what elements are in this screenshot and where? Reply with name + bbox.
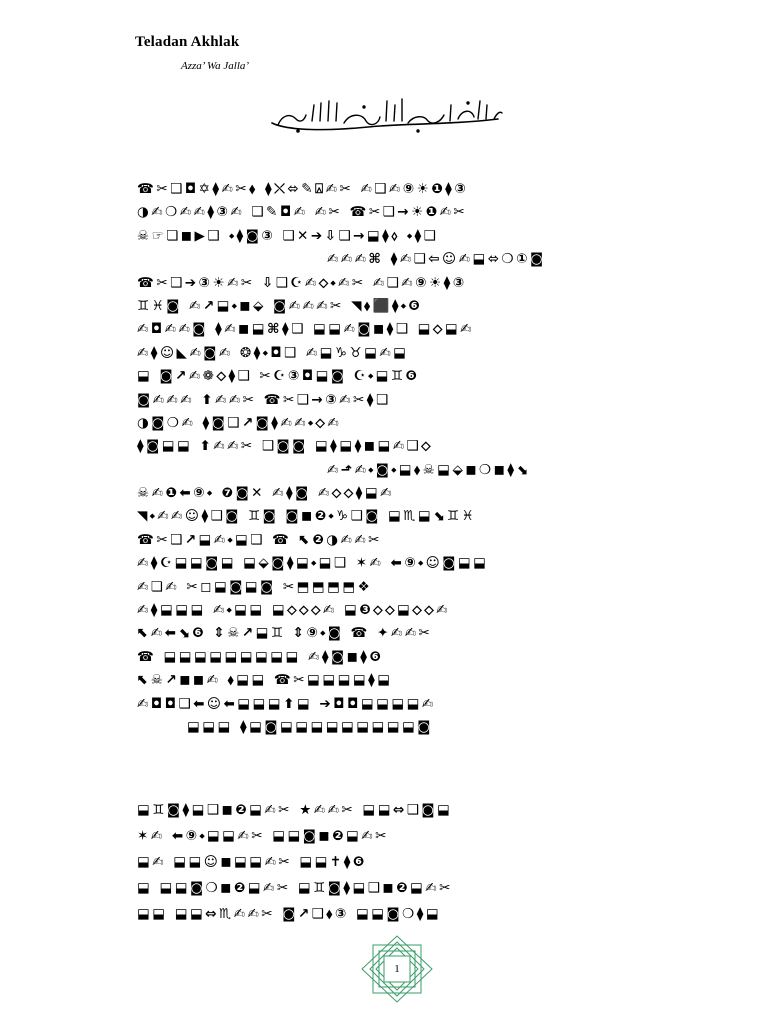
text-line: ✍⧫☺◣✍◙✍ ❂⧫⬩◘❑ ✍⬓♑♉⬓✍⬓: [137, 344, 409, 361]
text-line: ✍❏✍ ✂◻⬓◙⬓◙ ✂⬒⬒⬒⬒❖: [137, 578, 373, 595]
text-line: ☎✂❑◘✡⧫✍✂⬧ ⧫⤬⬄✎⍓✍✂ ✍❑✍⑨☀❶⧫③: [137, 181, 469, 197]
document-subtitle: Azza’ Wa Jalla’: [181, 60, 250, 72]
text-line: ⧫◙⬓⬓ ⬆✍✍✂ ❑◙◙ ⬓⧫⬓⧫◼⬓✍❑⬦: [137, 438, 434, 455]
text-line: ⬓⬓ ⬓⬓⇔♏✍✍✂ ◙↗❑⬧③ ⬓⬓◙❍⧫⬓: [137, 906, 442, 922]
text-line: ✍✍✍⌘ ⧫✍❑⇦☺✍⬓⬄❍①◙: [327, 251, 546, 268]
text-line: ✶✍ ⬅⑨⬩⬓⬓✍✂ ⬓⬓◙◼❷⬓✍✂: [137, 828, 389, 844]
text-line: ⬓♊◙⧫⬓❑◼❷⬓✍✂ ★✍✍✂ ⬓⬓⇔❑◙⬓: [137, 802, 453, 818]
text-line: ⬓✍ ⬓⬓☺◼⬓⬓✍✂ ⬓⬓✝⧫❻: [137, 854, 367, 870]
text-line: ✍⧫☪⬓⬓◙⬓ ⬓⬙◙⧫⬓⬩⬓❑ ✶✍ ⬅⑨⬩☺◙⬓⬓: [137, 555, 489, 572]
text-line: ♊♓◙ ✍↗⬓⬩◼⬙ ◙✍✍✍✂ ◥⬧⬛⧫⬩❻: [137, 297, 423, 314]
text-line: ☎✂❑↗⬓✍⬩⬓❑ ☎ ⬉❷◑✍✍✂: [137, 531, 382, 548]
basmala-calligraphy-icon: [268, 95, 504, 137]
text-line: ◑◙❍✍ ⧫◙❑↗◙⧫✍✍⬩⬦✍: [137, 414, 342, 431]
page-number-badge: [360, 934, 434, 1004]
text-line: ◥⬩✍✍☺⧫❑◙ ♊◙ ◙◼❷⬩♑❑◙ ⬓♏⬓⬊♊♓: [137, 508, 477, 525]
text-line: ☎✂❑➔③☀✍✂ ⇩❑☪✍⬦⬩✍✂ ✍❑✍⑨☀⧫③: [137, 274, 467, 291]
document-footer-block: [137, 797, 657, 927]
text-line: ⬓⬓⬓ ⧫⬓◙⬓⬓⬓⬓⬓⬓⬓⬓⬓◙: [187, 718, 433, 735]
text-line: ⬓ ⬓⬓◙❍◼❷⬓✍✂ ⬓♊◙⧫⬓❑◼❷⬓✍✂: [137, 880, 453, 896]
text-line: ◙✍✍✍ ⬆✍✍✂ ☎✂❑→③✍✂⧫❑: [137, 391, 391, 408]
text-line: ⬓ ◙↗✍❁⬦⧫❑ ✂☪③◘⬓◙ ☪⬩⬓♊❻: [137, 368, 420, 385]
text-line: ◑✍❍✍✍⧫③✍ ❑✎◘✍ ✍✂ ☎✂❑→☀❶✍✂: [137, 204, 468, 221]
document-body: [137, 178, 657, 739]
text-line: ☠☞❏◼▶❑ ⬩⧫◙③ ❑✕➔⇩❑→⬓⧫⬨ ⬩⧫❑: [137, 227, 439, 244]
text-line: ✍◘◘❑⬅☺⬅⬓⬓⬓⬆⬓ ➔◘◘⬓⬓⬓⬓✍: [137, 695, 436, 712]
text-line: ✍⧫⬓⬓⬓ ✍⬩⬓⬓ ⬓⬦⬦⬦✍ ⬓❸⬦⬦⬓⬦⬦✍: [137, 602, 450, 619]
text-line: ⬉☠↗◼◼✍ ⬧⬓⬓ ☎✂⬓⬓⬓⬓⧫⬓: [137, 672, 393, 689]
text-line: ✍◘✍✍◙ ⧫✍◼⬓⌘⧫❑ ⬓⬓✍◙◼⧫❑ ⬓⬦⬓✍: [137, 321, 474, 338]
text-line: ⬉✍⬅⬊❻ ⇕☠↗⬓♊ ⇕⑨⬩◙ ☎ ✦✍✍✂: [137, 625, 433, 642]
text-line: ☠✍❶⬅⑨⬩ ❼◙✕ ✍⧫◙ ✍⬦⬦⧫⬓✍: [137, 485, 394, 502]
text-line: ☎ ⬓⬓⬓⬓⬓⬓⬓⬓⬓ ✍⧫◙◼⧫❻: [137, 648, 384, 665]
page-number: 1: [394, 963, 400, 975]
document-title: Teladan Akhlak: [135, 34, 240, 50]
text-line: ✍⬏✍⬩◙⬩⬓⬧☠⬓⬙◼❍◼⧫⬊: [327, 461, 531, 478]
